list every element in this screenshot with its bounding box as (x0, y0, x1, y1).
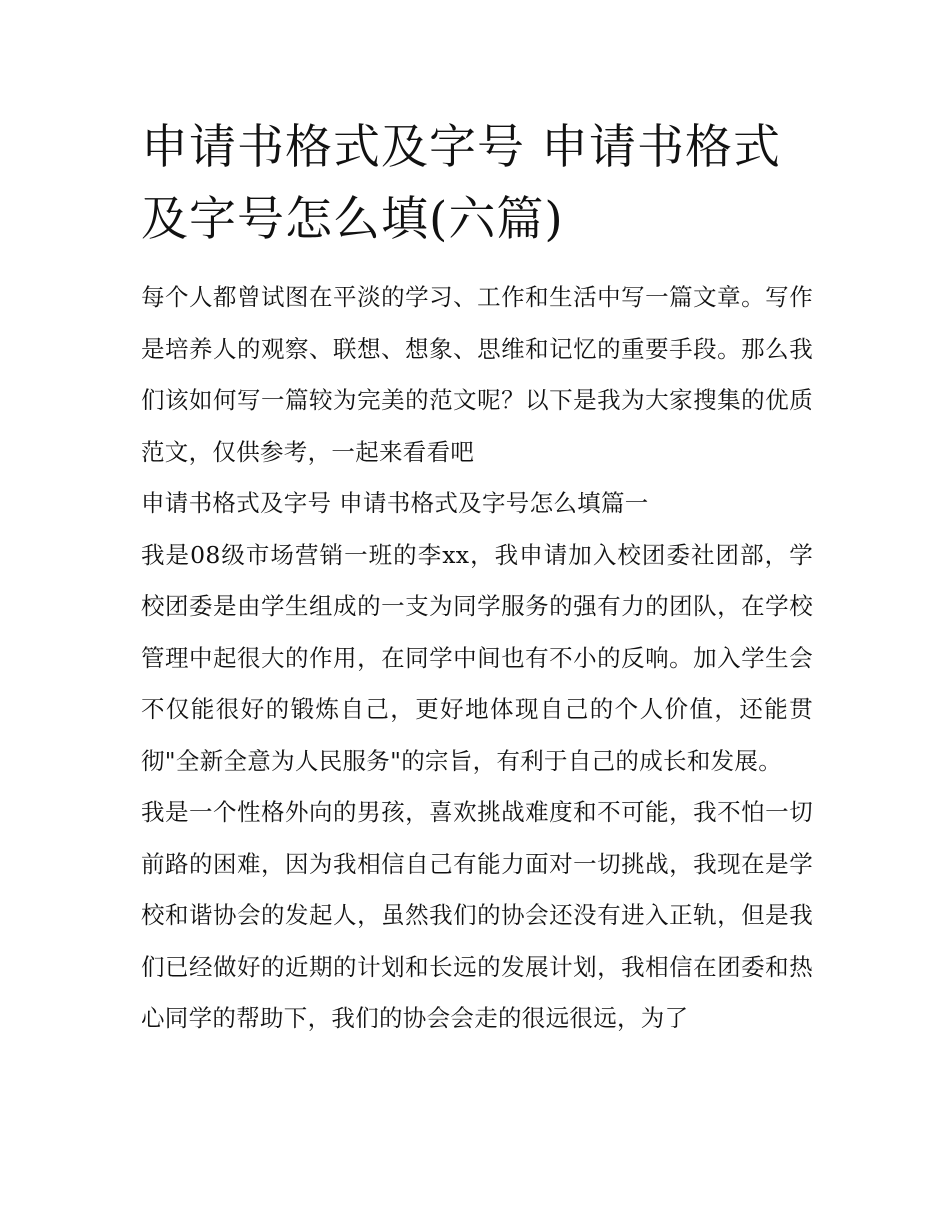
section-heading: 申请书格式及字号 申请书格式及字号怎么填篇一 (141, 489, 649, 517)
intro-paragraph: 每个人都曾试图在平淡的学习、工作和生活中写一篇文章。写作是培养人的观察、联想、想象、思维和记忆的重要手段。那么我们该如何写一篇较为完美的范文呢？以下是我为大家搜集的优质范文，仅供参考，一起来看看吧 (141, 283, 813, 466)
document-body (141, 112, 813, 1045)
body-paragraph: 我是08级市场营销一班的李xx，我申请加入校团委社团部，学校团委是由学生组成的一支为同学服务的强有力的团队，在学校管理中起很大的作用，在同学中间也有不小的反响。加入学生会不仅能很好的锻炼自己，更好地体现自己的个人价值，还能贯彻"全新全意为人民服务"的宗旨，有利于自己的成长和发展。 (141, 540, 813, 775)
body-paragraph: 我是一个性格外向的男孩，喜欢挑战难度和不可能，我不怕一切前路的困难，因为我相信自己有能力面对一切挑战，我现在是学校和谐协会的发起人，虽然我们的协会还没有进入正轨，但是我们已经做好的近期的计划和长远的发展计划，我相信在团委和热心同学的帮助下，我们的协会会走的很远很远，为了 (141, 798, 813, 1032)
document-title: 申请书格式及字号 申请书格式及字号怎么填(六篇) (141, 120, 781, 247)
